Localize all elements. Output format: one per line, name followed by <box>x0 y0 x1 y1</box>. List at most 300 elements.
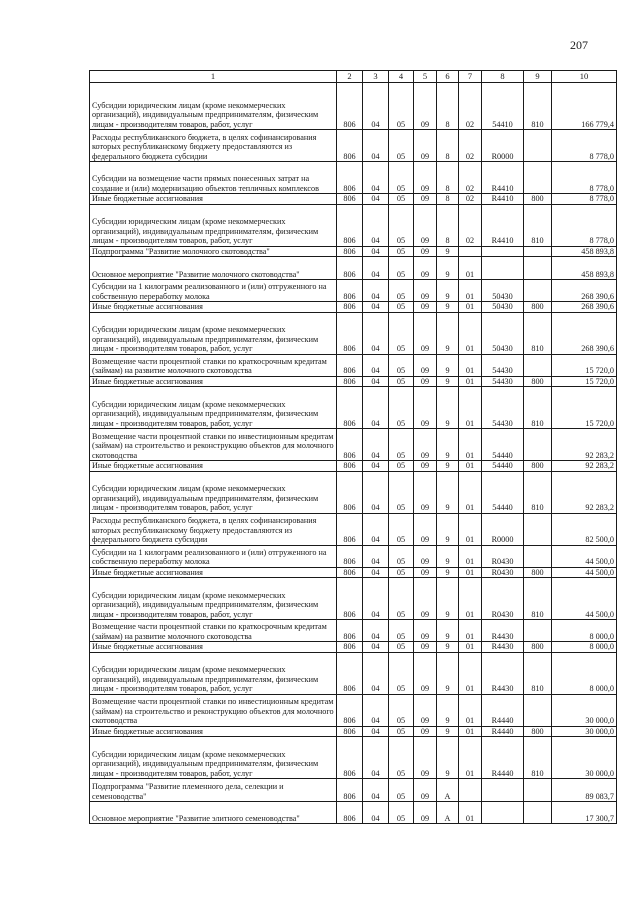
direction-code <box>482 779 524 802</box>
grbs-code: 806 <box>337 376 363 387</box>
grbs-code: 806 <box>337 162 363 194</box>
program-code: 09 <box>414 461 437 472</box>
row-name: Основное мероприятие "Развитие молочного скотоводства" <box>90 257 337 280</box>
subsection-code: 05 <box>389 642 414 653</box>
expense-type-code: 810 <box>524 471 552 513</box>
subsection-code: 05 <box>389 545 414 567</box>
program-code: 09 <box>414 726 437 737</box>
activity-code: 01 <box>459 376 482 387</box>
subsection-code: 05 <box>389 204 414 246</box>
subsection-code: 05 <box>389 471 414 513</box>
expense-type-code: 800 <box>524 567 552 578</box>
subprogram-code: 9 <box>437 694 459 726</box>
expense-type-code: 800 <box>524 726 552 737</box>
expense-type-code: 810 <box>524 312 552 354</box>
direction-code: R4410 <box>482 204 524 246</box>
activity-code: 01 <box>459 737 482 779</box>
table-row <box>90 204 617 246</box>
amount: 8 778,0 <box>552 130 617 162</box>
direction-code: R0000 <box>482 130 524 162</box>
row-name: Основное мероприятие "Развитие элитного семеноводства" <box>90 802 337 824</box>
grbs-code: 806 <box>337 779 363 802</box>
amount: 8 778,0 <box>552 162 617 194</box>
row-name: Субсидии юридическим лицам (кроме некоммерческих организаций), индивидуальным предпринимателям, физическим лицам - производителям товаров, работ, услуг <box>90 83 337 130</box>
direction-code: 50430 <box>482 302 524 313</box>
table-header-row <box>90 71 617 83</box>
expense-type-code: 800 <box>524 461 552 472</box>
row-name: Иные бюджетные ассигнования <box>90 461 337 472</box>
column-header: 2 <box>337 71 363 83</box>
row-name: Иные бюджетные ассигнования <box>90 642 337 653</box>
table-row <box>90 130 617 162</box>
direction-code <box>482 802 524 824</box>
grbs-code: 806 <box>337 567 363 578</box>
section-code: 04 <box>363 354 389 376</box>
column-header: 4 <box>389 71 414 83</box>
activity-code: 01 <box>459 461 482 472</box>
activity-code <box>459 779 482 802</box>
amount: 44 500,0 <box>552 567 617 578</box>
amount: 44 500,0 <box>552 545 617 567</box>
program-code: 09 <box>414 194 437 205</box>
subsection-code: 05 <box>389 387 414 429</box>
direction-code: 54440 <box>482 471 524 513</box>
grbs-code: 806 <box>337 354 363 376</box>
expense-type-code: 810 <box>524 737 552 779</box>
grbs-code: 806 <box>337 545 363 567</box>
table-row <box>90 726 617 737</box>
amount: 8 000,0 <box>552 652 617 694</box>
subsection-code: 05 <box>389 726 414 737</box>
grbs-code: 806 <box>337 471 363 513</box>
subprogram-code: 9 <box>437 737 459 779</box>
program-code: 09 <box>414 246 437 257</box>
direction-code: 54410 <box>482 83 524 130</box>
table-row <box>90 620 617 642</box>
activity-code <box>459 246 482 257</box>
subsection-code: 05 <box>389 83 414 130</box>
table-row <box>90 802 617 824</box>
subsection-code: 05 <box>389 312 414 354</box>
table-row <box>90 83 617 130</box>
grbs-code: 806 <box>337 652 363 694</box>
section-code: 04 <box>363 130 389 162</box>
activity-code: 02 <box>459 130 482 162</box>
row-name: Субсидии юридическим лицам (кроме некоммерческих организаций), индивидуальным предпринимателям, физическим лицам - производителям товаров, работ, услуг <box>90 652 337 694</box>
grbs-code: 806 <box>337 513 363 545</box>
row-name: Иные бюджетные ассигнования <box>90 726 337 737</box>
expense-type-code <box>524 694 552 726</box>
table-row <box>90 429 617 461</box>
column-header: 10 <box>552 71 617 83</box>
subsection-code: 05 <box>389 376 414 387</box>
table-row <box>90 280 617 302</box>
subprogram-code: 9 <box>437 567 459 578</box>
row-name: Подпрограмма "Развитие племенного дела, селекции и семеноводства" <box>90 779 337 802</box>
program-code: 09 <box>414 130 437 162</box>
row-name: Расходы республиканского бюджета, в целях софинансирования которых республиканскому бюджету предоставляются из федерального бюджета субсидии <box>90 513 337 545</box>
subsection-code: 05 <box>389 257 414 280</box>
table-row <box>90 779 617 802</box>
expense-type-code <box>524 513 552 545</box>
direction-code: R4430 <box>482 642 524 653</box>
table-row <box>90 652 617 694</box>
direction-code: R4430 <box>482 652 524 694</box>
grbs-code: 806 <box>337 620 363 642</box>
row-name: Субсидии юридическим лицам (кроме некоммерческих организаций), индивидуальным предпринимателям, физическим лицам - производителям товаров, работ, услуг <box>90 578 337 620</box>
amount: 30 000,0 <box>552 726 617 737</box>
table-row <box>90 194 617 205</box>
program-code: 09 <box>414 204 437 246</box>
section-code: 04 <box>363 471 389 513</box>
program-code: 09 <box>414 387 437 429</box>
column-header: 5 <box>414 71 437 83</box>
grbs-code: 806 <box>337 302 363 313</box>
activity-code: 01 <box>459 312 482 354</box>
row-name: Субсидии юридическим лицам (кроме некоммерческих организаций), индивидуальным предпринимателям, физическим лицам - производителям товаров, работ, услуг <box>90 471 337 513</box>
table-row <box>90 567 617 578</box>
subprogram-code: 8 <box>437 162 459 194</box>
row-name: Возмещение части процентной ставки по краткосрочным кредитам (займам) на развитие молочного скотоводства <box>90 620 337 642</box>
subsection-code: 05 <box>389 302 414 313</box>
grbs-code: 806 <box>337 312 363 354</box>
program-code: 09 <box>414 162 437 194</box>
subprogram-code: 9 <box>437 257 459 280</box>
grbs-code: 806 <box>337 642 363 653</box>
expense-type-code <box>524 246 552 257</box>
grbs-code: 806 <box>337 578 363 620</box>
subprogram-code: 9 <box>437 471 459 513</box>
grbs-code: 806 <box>337 130 363 162</box>
activity-code: 01 <box>459 302 482 313</box>
expense-type-code: 810 <box>524 652 552 694</box>
program-code: 09 <box>414 652 437 694</box>
table-row <box>90 312 617 354</box>
row-name: Субсидии юридическим лицам (кроме некоммерческих организаций), индивидуальным предпринимателям, физическим лицам - производителям товаров, работ, услуг <box>90 312 337 354</box>
expense-type-code <box>524 130 552 162</box>
row-name: Субсидии на 1 килограмм реализованного и (или) отгруженного на собственную переработку молока <box>90 545 337 567</box>
table-row <box>90 354 617 376</box>
amount: 92 283,2 <box>552 429 617 461</box>
expense-type-code <box>524 257 552 280</box>
section-code: 04 <box>363 620 389 642</box>
subprogram-code: 8 <box>437 130 459 162</box>
subsection-code: 05 <box>389 620 414 642</box>
table-row <box>90 578 617 620</box>
subprogram-code: 9 <box>437 302 459 313</box>
program-code: 09 <box>414 302 437 313</box>
grbs-code: 806 <box>337 280 363 302</box>
section-code: 04 <box>363 246 389 257</box>
direction-code: 50430 <box>482 280 524 302</box>
subprogram-code: 8 <box>437 194 459 205</box>
subsection-code: 05 <box>389 280 414 302</box>
program-code: 09 <box>414 737 437 779</box>
direction-code: 54440 <box>482 429 524 461</box>
amount: 8 000,0 <box>552 642 617 653</box>
amount: 8 778,0 <box>552 194 617 205</box>
section-code: 04 <box>363 694 389 726</box>
activity-code: 01 <box>459 387 482 429</box>
activity-code: 01 <box>459 354 482 376</box>
column-header: 8 <box>482 71 524 83</box>
subprogram-code: 9 <box>437 642 459 653</box>
subprogram-code: 9 <box>437 280 459 302</box>
grbs-code: 806 <box>337 246 363 257</box>
grbs-code: 806 <box>337 694 363 726</box>
grbs-code: 806 <box>337 204 363 246</box>
section-code: 04 <box>363 376 389 387</box>
direction-code: R0430 <box>482 578 524 620</box>
subsection-code: 05 <box>389 162 414 194</box>
row-name: Возмещение части процентной ставки по краткосрочным кредитам (займам) на развитие молочного скотоводства <box>90 354 337 376</box>
expense-type-code: 800 <box>524 642 552 653</box>
column-header: 1 <box>90 71 337 83</box>
row-name: Возмещение части процентной ставки по инвестиционным кредитам (займам) на строительство и реконструкцию объектов для молочного скотоводства <box>90 694 337 726</box>
expense-type-code: 800 <box>524 194 552 205</box>
subprogram-code: 8 <box>437 83 459 130</box>
activity-code: 01 <box>459 694 482 726</box>
subsection-code: 05 <box>389 194 414 205</box>
expense-type-code <box>524 280 552 302</box>
grbs-code: 806 <box>337 83 363 130</box>
row-name: Иные бюджетные ассигнования <box>90 194 337 205</box>
expense-type-code: 810 <box>524 204 552 246</box>
expense-type-code: 810 <box>524 387 552 429</box>
row-name: Иные бюджетные ассигнования <box>90 567 337 578</box>
subsection-code: 05 <box>389 461 414 472</box>
column-header: 3 <box>363 71 389 83</box>
subsection-code: 05 <box>389 737 414 779</box>
direction-code: R0430 <box>482 567 524 578</box>
section-code: 04 <box>363 83 389 130</box>
subsection-code: 05 <box>389 652 414 694</box>
amount: 15 720,0 <box>552 387 617 429</box>
section-code: 04 <box>363 802 389 824</box>
section-code: 04 <box>363 280 389 302</box>
row-name: Иные бюджетные ассигнования <box>90 302 337 313</box>
section-code: 04 <box>363 513 389 545</box>
amount: 458 893,8 <box>552 257 617 280</box>
activity-code: 01 <box>459 257 482 280</box>
program-code: 09 <box>414 513 437 545</box>
grbs-code: 806 <box>337 726 363 737</box>
subprogram-code: 9 <box>437 354 459 376</box>
amount: 8 000,0 <box>552 620 617 642</box>
section-code: 04 <box>363 642 389 653</box>
program-code: 09 <box>414 429 437 461</box>
grbs-code: 806 <box>337 737 363 779</box>
table-row <box>90 545 617 567</box>
expense-type-code <box>524 429 552 461</box>
direction-code: R4430 <box>482 620 524 642</box>
grbs-code: 806 <box>337 429 363 461</box>
subsection-code: 05 <box>389 802 414 824</box>
table-row <box>90 461 617 472</box>
program-code: 09 <box>414 567 437 578</box>
program-code: 09 <box>414 620 437 642</box>
activity-code: 01 <box>459 620 482 642</box>
expense-type-code <box>524 802 552 824</box>
expense-type-code: 810 <box>524 83 552 130</box>
subprogram-code: 9 <box>437 545 459 567</box>
section-code: 04 <box>363 545 389 567</box>
section-code: 04 <box>363 652 389 694</box>
row-name: Субсидии юридическим лицам (кроме некоммерческих организаций), индивидуальным предпринимателям, физическим лицам - производителям товаров, работ, услуг <box>90 387 337 429</box>
direction-code: R0000 <box>482 513 524 545</box>
activity-code: 02 <box>459 194 482 205</box>
table-row <box>90 471 617 513</box>
direction-code: R4440 <box>482 694 524 726</box>
row-name: Возмещение части процентной ставки по инвестиционным кредитам (займам) на строительство и реконструкцию объектов для молочного скотоводства <box>90 429 337 461</box>
subprogram-code: 9 <box>437 513 459 545</box>
table-row <box>90 387 617 429</box>
direction-code: R0430 <box>482 545 524 567</box>
amount: 15 720,0 <box>552 354 617 376</box>
row-name: Субсидии юридическим лицам (кроме некоммерческих организаций), индивидуальным предпринимателям, физическим лицам - производителям товаров, работ, услуг <box>90 204 337 246</box>
direction-code: R4410 <box>482 162 524 194</box>
row-name: Подпрограмма "Развитие молочного скотоводства" <box>90 246 337 257</box>
grbs-code: 806 <box>337 387 363 429</box>
grbs-code: 806 <box>337 461 363 472</box>
expense-type-code: 800 <box>524 302 552 313</box>
amount: 44 500,0 <box>552 578 617 620</box>
program-code: 09 <box>414 354 437 376</box>
subprogram-code: А <box>437 802 459 824</box>
row-name: Субсидии на возмещение части прямых понесенных затрат на создание и (или) модернизацию объектов тепличных комплексов <box>90 162 337 194</box>
amount: 268 390,6 <box>552 302 617 313</box>
activity-code: 01 <box>459 642 482 653</box>
direction-code: 54440 <box>482 461 524 472</box>
section-code: 04 <box>363 779 389 802</box>
activity-code: 01 <box>459 802 482 824</box>
activity-code: 01 <box>459 578 482 620</box>
activity-code: 01 <box>459 726 482 737</box>
section-code: 04 <box>363 312 389 354</box>
section-code: 04 <box>363 578 389 620</box>
direction-code <box>482 246 524 257</box>
activity-code: 02 <box>459 204 482 246</box>
table-row <box>90 694 617 726</box>
section-code: 04 <box>363 162 389 194</box>
activity-code: 01 <box>459 545 482 567</box>
amount: 30 000,0 <box>552 737 617 779</box>
row-name: Субсидии юридическим лицам (кроме некоммерческих организаций), индивидуальным предпринимателям, физическим лицам - производителям товаров, работ, услуг <box>90 737 337 779</box>
row-name: Субсидии на 1 килограмм реализованного и (или) отгруженного на собственную переработку молока <box>90 280 337 302</box>
subprogram-code: 8 <box>437 204 459 246</box>
subsection-code: 05 <box>389 429 414 461</box>
subprogram-code: 9 <box>437 376 459 387</box>
expense-type-code <box>524 620 552 642</box>
subsection-code: 05 <box>389 246 414 257</box>
table-row <box>90 513 617 545</box>
subprogram-code: 9 <box>437 461 459 472</box>
activity-code: 01 <box>459 471 482 513</box>
subsection-code: 05 <box>389 694 414 726</box>
column-header: 7 <box>459 71 482 83</box>
section-code: 04 <box>363 302 389 313</box>
section-code: 04 <box>363 567 389 578</box>
expense-type-code <box>524 354 552 376</box>
program-code: 09 <box>414 280 437 302</box>
activity-code: 02 <box>459 162 482 194</box>
table-row <box>90 376 617 387</box>
page-number: 207 <box>570 38 588 52</box>
section-code: 04 <box>363 194 389 205</box>
amount: 30 000,0 <box>552 694 617 726</box>
program-code: 09 <box>414 83 437 130</box>
section-code: 04 <box>363 257 389 280</box>
budget-table <box>89 70 617 824</box>
amount: 166 779,4 <box>552 83 617 130</box>
column-header: 6 <box>437 71 459 83</box>
table-row <box>90 642 617 653</box>
subsection-code: 05 <box>389 779 414 802</box>
program-code: 09 <box>414 376 437 387</box>
subprogram-code: 9 <box>437 312 459 354</box>
subsection-code: 05 <box>389 130 414 162</box>
expense-type-code <box>524 779 552 802</box>
program-code: 09 <box>414 471 437 513</box>
subprogram-code: 9 <box>437 726 459 737</box>
grbs-code: 806 <box>337 194 363 205</box>
amount: 268 390,6 <box>552 280 617 302</box>
subsection-code: 05 <box>389 513 414 545</box>
section-code: 04 <box>363 737 389 779</box>
section-code: 04 <box>363 204 389 246</box>
subsection-code: 05 <box>389 578 414 620</box>
direction-code: 54430 <box>482 387 524 429</box>
expense-type-code: 810 <box>524 578 552 620</box>
amount: 82 500,0 <box>552 513 617 545</box>
expense-type-code: 800 <box>524 376 552 387</box>
table-row <box>90 162 617 194</box>
section-code: 04 <box>363 461 389 472</box>
subsection-code: 05 <box>389 567 414 578</box>
amount: 92 283,2 <box>552 461 617 472</box>
expense-type-code <box>524 162 552 194</box>
amount: 92 283,2 <box>552 471 617 513</box>
program-code: 09 <box>414 545 437 567</box>
direction-code: R4410 <box>482 194 524 205</box>
program-code: 09 <box>414 694 437 726</box>
amount: 15 720,0 <box>552 376 617 387</box>
activity-code: 01 <box>459 567 482 578</box>
activity-code: 01 <box>459 429 482 461</box>
section-code: 04 <box>363 429 389 461</box>
subprogram-code: 9 <box>437 620 459 642</box>
row-name: Иные бюджетные ассигнования <box>90 376 337 387</box>
amount: 8 778,0 <box>552 204 617 246</box>
direction-code: 54430 <box>482 354 524 376</box>
program-code: 09 <box>414 779 437 802</box>
amount: 268 390,6 <box>552 312 617 354</box>
direction-code: 54430 <box>482 376 524 387</box>
subprogram-code: 9 <box>437 652 459 694</box>
column-header: 9 <box>524 71 552 83</box>
table-row <box>90 246 617 257</box>
subprogram-code: 9 <box>437 429 459 461</box>
direction-code: 50430 <box>482 312 524 354</box>
table-row <box>90 302 617 313</box>
program-code: 09 <box>414 578 437 620</box>
program-code: 09 <box>414 642 437 653</box>
amount: 17 300,7 <box>552 802 617 824</box>
program-code: 09 <box>414 257 437 280</box>
subprogram-code: А <box>437 779 459 802</box>
activity-code: 01 <box>459 652 482 694</box>
grbs-code: 806 <box>337 257 363 280</box>
